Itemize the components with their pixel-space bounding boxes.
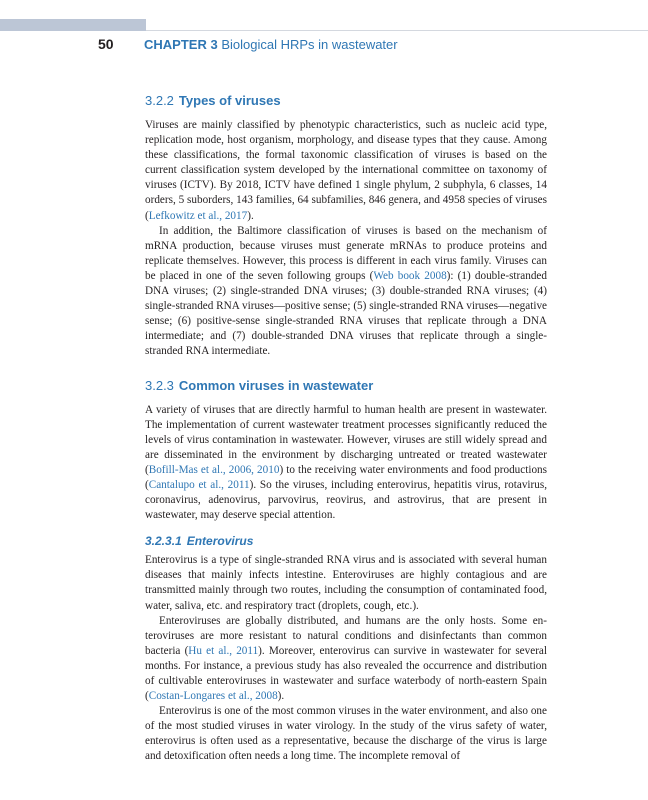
text-run: Enterovirus is one of the most common viruses in the water environment, and also one of the most studied viruses in water virology. In the study of the virus safety of water, enterovirus is often used as a representative, because the discharge of the virus is large and detoxification often needs a long time. The incomplete removal of [145, 705, 547, 763]
running-head [144, 37, 398, 52]
citation-link[interactable]: Web book 2008 [373, 269, 447, 282]
chapter-title: Biological HRPs in wastewater [221, 37, 398, 52]
text-run: In addition, the Baltimore classification of viruses is based on the mechanism of mRNA production, because viruses must generate mRNAs to produce proteins and replicate themselves. However, this process is different in each virus family. Viruses can be placed in one of the seven following groups ( [145, 224, 547, 282]
text-run: ). [247, 209, 254, 222]
text-run: ): (1) double-stranded DNA viruses; (2) single-stranded DNA viruses; (3) double-stranded RNA viruses; (4) single-stranded RNA viruses—positive sense; (5) single-stranded RNA viruses—negative sense; (6) positive-sense single-stranded RNA viruses that replicate through a DNA intermediate; and (7) double-stranded DNA viruses that replicate through a single-stranded RNA intermediate. [145, 269, 547, 358]
text-run: ). Moreover, enterovirus can survive in wastewater for several months. For instance, a previous study has also revealed the occurrence and distribution of cultivable enteroviruses in wastewater and surface waterbody of north-eastern Spain ( [145, 644, 548, 703]
citation-link[interactable]: Cantalupo et al., 2011 [148, 478, 250, 491]
text-run: Viruses are mainly classified by phenotypic characteristics, such as nucleic acid type, replication mode, host organism, morphology, and disease types that they cause. Among these classifications, the formal taxonomic classification of viruses is based on the current classification system developed by the international committee on taxonomy of viruses (ICTV). By 2018, ICTV have defined 1 single phylum, 2 subphyla, 6 classes, 14 orders, 5 suborders, 143 families, 64 subfamilies, 846 genera, and 4958 species of viruses ( [145, 119, 547, 222]
page-body [145, 92, 547, 765]
section-title: Common viruses in wastewater [178, 377, 374, 393]
text-run: ). [277, 690, 285, 703]
paragraph [145, 118, 547, 224]
section-number: 3.2.3 [145, 377, 174, 393]
section-number: 3.2.2 [145, 93, 174, 108]
section-title: Types of viruses [178, 93, 281, 108]
header-rule [146, 30, 648, 31]
page-number: 50 [98, 36, 114, 52]
citation-link[interactable]: Costan-Longares et al., 2008 [148, 690, 278, 703]
text-run: Enterovirus is a type of single-stranded RNA virus and is associated with several human diseases that mainly infects intestine. Enteroviruses are highly contagious and are transmitted mainly through two routes, including the consumption of contaminated food, water, saliva, etc. and respiratory tract (droplets, cough, etc.). [145, 554, 547, 612]
paragraph [145, 614, 547, 705]
citation-link[interactable]: Lefkowitz et al., 2017 [148, 209, 248, 222]
text-run: A variety of viruses that are directly harmful to human health are present in wastewater. The implementation of current wastewater treatment processes significantly reduced the levels of virus contamination in wastewater. However, viruses are still widely spread and are disseminated in the environment by discharging untreated or treated wastewater ( [145, 403, 547, 476]
text-run: ) to the receiving water environments and food productions ( [145, 463, 547, 491]
paragraph [145, 224, 547, 360]
text-run: Enteroviruses are globally distributed, and humans are the only hosts. Some enteroviruses are more resistant to natural conditions and disinfectants than common bacteria ( [145, 614, 547, 657]
paragraph [145, 553, 547, 613]
subsection-title: Enterovirus [186, 534, 254, 549]
section-heading-3-2-3 [145, 377, 547, 395]
subsection-number: 3.2.3.1 [145, 534, 182, 549]
citation-link[interactable]: Hu et al., 2011 [188, 644, 259, 657]
text-run: ). So the viruses, including enterovirus, hepatitis virus, rotavirus, coronavirus, adenovirus, parvovirus, reovirus, and astrovirus, that are present in wastewater, may deserve special attention. [145, 478, 547, 522]
chapter-label: CHAPTER 3 [144, 37, 218, 52]
header-accent-bar [0, 19, 146, 31]
citation-link[interactable]: Bofill-Mas et al., 2006, 2010 [148, 463, 280, 476]
subsection-heading-3-2-3-1 [145, 533, 547, 550]
paragraph [145, 403, 547, 524]
paragraph [145, 704, 547, 764]
section-heading-3-2-2 [145, 92, 547, 110]
